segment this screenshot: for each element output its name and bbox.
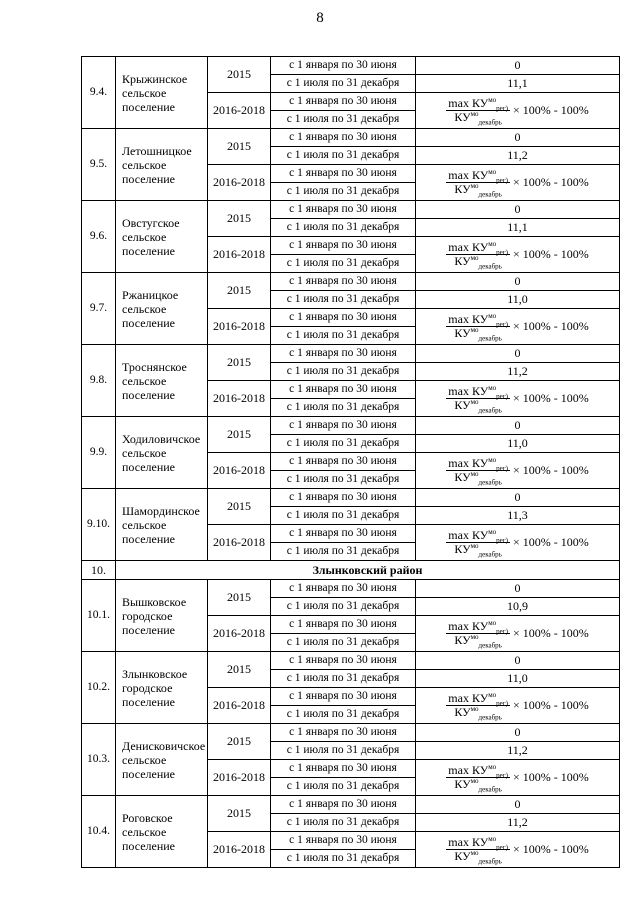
value-cell: 11,2 [416, 742, 620, 760]
period-cell: с 1 июля по 31 декабря [271, 147, 416, 165]
formula-tail: × 100% - 100% [512, 247, 589, 261]
formula-denominator [446, 326, 510, 343]
section-row [82, 561, 620, 580]
formula-den-sup: мо [470, 182, 479, 190]
year-cell: 2016-2018 [208, 381, 271, 417]
row-number: 9.7. [82, 273, 116, 345]
formula-num-sup: мо [488, 168, 497, 176]
year-cell: 2016-2018 [208, 309, 271, 345]
year-cell: 2015 [208, 129, 271, 165]
formula-den-sub: декабрь [478, 334, 502, 343]
value-cell: 0 [416, 724, 620, 742]
formula-num-sup: мо [488, 312, 497, 320]
formula-num-sub: рег) [496, 464, 508, 473]
period-cell: с 1 июля по 31 декабря [271, 219, 416, 237]
formula-den-sup: мо [470, 398, 479, 406]
formula-denominator [446, 849, 510, 866]
period-cell: с 1 июля по 31 декабря [271, 255, 416, 273]
settlement-name: Шамординское сельское поселение [116, 489, 208, 561]
formula-num-text: max КУ [448, 528, 489, 542]
formula-den-sub: декабрь [478, 857, 502, 866]
formula-cell [416, 165, 620, 201]
formula-denominator [446, 110, 510, 127]
formula-tail: × 100% - 100% [512, 535, 589, 549]
year-cell: 2015 [208, 652, 271, 688]
period-cell: с 1 января по 30 июня [271, 688, 416, 706]
formula-tail: × 100% - 100% [512, 842, 589, 856]
formula-den-sup: мо [470, 470, 479, 478]
year-cell: 2016-2018 [208, 165, 271, 201]
table-row [82, 129, 620, 147]
year-cell: 2015 [208, 57, 271, 93]
section-number: 10. [82, 561, 116, 580]
formula-fraction [446, 384, 510, 415]
value-cell: 11,2 [416, 814, 620, 832]
formula-den-text: КУ [454, 110, 471, 124]
formula-denominator [446, 470, 510, 487]
formula-num-text: max КУ [448, 763, 489, 777]
row-number: 9.10. [82, 489, 116, 561]
formula-den-text: КУ [454, 542, 471, 556]
period-cell: с 1 января по 30 июня [271, 489, 416, 507]
formula-den-sup: мо [470, 705, 479, 713]
value-cell: 0 [416, 129, 620, 147]
row-number: 10.2. [82, 652, 116, 724]
period-cell: с 1 июля по 31 декабря [271, 399, 416, 417]
formula-fraction [446, 835, 510, 866]
row-number: 10.3. [82, 724, 116, 796]
value-cell: 0 [416, 417, 620, 435]
period-cell: с 1 июля по 31 декабря [271, 183, 416, 201]
formula-num-sub: рег) [496, 771, 508, 780]
year-cell: 2016-2018 [208, 688, 271, 724]
period-cell: с 1 января по 30 июня [271, 345, 416, 363]
row-number: 9.5. [82, 129, 116, 201]
value-cell: 11,0 [416, 435, 620, 453]
formula-den-sub: декабрь [478, 785, 502, 794]
year-cell: 2015 [208, 273, 271, 309]
period-cell: с 1 января по 30 июня [271, 760, 416, 778]
formula-fraction [446, 691, 510, 722]
period-cell: с 1 января по 30 июня [271, 417, 416, 435]
year-cell: 2016-2018 [208, 237, 271, 273]
period-cell: с 1 июля по 31 декабря [271, 670, 416, 688]
settlement-name: Денисковичское сельское поселение [116, 724, 208, 796]
formula-denominator [446, 777, 510, 794]
row-number: 9.9. [82, 417, 116, 489]
period-cell: с 1 января по 30 июня [271, 273, 416, 291]
period-cell: с 1 июля по 31 декабря [271, 634, 416, 652]
formula-fraction [446, 168, 510, 199]
page-number: 8 [316, 10, 324, 26]
value-cell: 11,3 [416, 507, 620, 525]
settlement-name: Ржаницкое сельское поселение [116, 273, 208, 345]
period-cell: с 1 января по 30 июня [271, 381, 416, 399]
year-cell: 2015 [208, 345, 271, 381]
settlement-name: Вышковское городское поселение [116, 580, 208, 652]
formula-fraction [446, 96, 510, 127]
formula-cell [416, 309, 620, 345]
formula-num-sup: мо [488, 691, 497, 699]
value-cell: 0 [416, 345, 620, 363]
period-cell: с 1 января по 30 июня [271, 237, 416, 255]
formula-num-text: max КУ [448, 691, 489, 705]
period-cell: с 1 января по 30 июня [271, 724, 416, 742]
formula-denominator [446, 542, 510, 559]
period-cell: с 1 июля по 31 декабря [271, 111, 416, 129]
period-cell: с 1 января по 30 июня [271, 832, 416, 850]
tariff-table [81, 56, 620, 868]
formula-num-sub: рег) [496, 627, 508, 636]
row-number: 9.8. [82, 345, 116, 417]
period-cell: с 1 января по 30 июня [271, 525, 416, 543]
formula-den-text: КУ [454, 182, 471, 196]
formula-cell [416, 381, 620, 417]
formula-num-sup: мо [488, 528, 497, 536]
formula-num-sup: мо [488, 240, 497, 248]
formula-fraction [446, 763, 510, 794]
formula-den-sub: декабрь [478, 406, 502, 415]
formula-num-text: max КУ [448, 312, 489, 326]
row-number: 9.4. [82, 57, 116, 129]
formula-num-sup: мо [488, 619, 497, 627]
table-row [82, 417, 620, 435]
period-cell: с 1 июля по 31 декабря [271, 814, 416, 832]
year-cell: 2015 [208, 489, 271, 525]
value-cell: 0 [416, 652, 620, 670]
formula-num-sub: рег) [496, 392, 508, 401]
formula-fraction [446, 456, 510, 487]
year-cell: 2015 [208, 417, 271, 453]
formula-cell [416, 688, 620, 724]
formula-tail: × 100% - 100% [512, 463, 589, 477]
formula-den-sub: декабрь [478, 478, 502, 487]
settlement-name: Ходиловичское сельское поселение [116, 417, 208, 489]
period-cell: с 1 июля по 31 декабря [271, 778, 416, 796]
formula-den-sub: декабрь [478, 713, 502, 722]
formula-den-text: КУ [454, 470, 471, 484]
table-row [82, 273, 620, 291]
year-cell: 2015 [208, 580, 271, 616]
formula-num-text: max КУ [448, 835, 489, 849]
value-cell: 10,9 [416, 598, 620, 616]
table-row [82, 489, 620, 507]
formula-tail: × 100% - 100% [512, 319, 589, 333]
row-number: 10.4. [82, 796, 116, 868]
formula-den-sub: декабрь [478, 118, 502, 127]
period-cell: с 1 января по 30 июня [271, 580, 416, 598]
formula-cell [416, 93, 620, 129]
table-row [82, 580, 620, 598]
period-cell: с 1 января по 30 июня [271, 129, 416, 147]
value-cell: 0 [416, 489, 620, 507]
period-cell: с 1 июля по 31 декабря [271, 598, 416, 616]
formula-tail: × 100% - 100% [512, 391, 589, 405]
formula-den-text: КУ [454, 254, 471, 268]
period-cell: с 1 июля по 31 декабря [271, 291, 416, 309]
formula-den-text: КУ [454, 777, 471, 791]
formula-den-text: КУ [454, 633, 471, 647]
period-cell: с 1 января по 30 июня [271, 201, 416, 219]
year-cell: 2015 [208, 796, 271, 832]
formula-den-text: КУ [454, 398, 471, 412]
formula-tail: × 100% - 100% [512, 175, 589, 189]
period-cell: с 1 июля по 31 декабря [271, 507, 416, 525]
settlement-name: Летошницкое сельское поселение [116, 129, 208, 201]
year-cell: 2016-2018 [208, 760, 271, 796]
period-cell: с 1 июля по 31 декабря [271, 742, 416, 760]
formula-num-text: max КУ [448, 456, 489, 470]
formula-num-text: max КУ [448, 96, 489, 110]
formula-cell [416, 237, 620, 273]
formula-denominator [446, 705, 510, 722]
formula-num-sub: рег) [496, 248, 508, 257]
year-cell: 2015 [208, 201, 271, 237]
period-cell: с 1 января по 30 июня [271, 796, 416, 814]
formula-den-sup: мо [470, 542, 479, 550]
formula-den-sup: мо [470, 849, 479, 857]
period-cell: с 1 июля по 31 декабря [271, 706, 416, 724]
value-cell: 0 [416, 273, 620, 291]
value-cell: 0 [416, 796, 620, 814]
formula-num-text: max КУ [448, 168, 489, 182]
formula-den-sup: мо [470, 110, 479, 118]
settlement-name: Троснянское сельское поселение [116, 345, 208, 417]
period-cell: с 1 июля по 31 декабря [271, 75, 416, 93]
period-cell: с 1 июля по 31 декабря [271, 471, 416, 489]
formula-num-sub: рег) [496, 104, 508, 113]
formula-num-sub: рег) [496, 699, 508, 708]
period-cell: с 1 июля по 31 декабря [271, 543, 416, 561]
formula-denominator [446, 254, 510, 271]
period-cell: с 1 июля по 31 декабря [271, 850, 416, 868]
period-cell: с 1 июля по 31 декабря [271, 327, 416, 345]
formula-den-sup: мо [470, 254, 479, 262]
year-cell: 2016-2018 [208, 93, 271, 129]
formula-den-sup: мо [470, 326, 479, 334]
formula-cell [416, 832, 620, 868]
value-cell: 11,1 [416, 219, 620, 237]
formula-den-text: КУ [454, 705, 471, 719]
value-cell: 11,0 [416, 670, 620, 688]
formula-cell [416, 453, 620, 489]
formula-denominator [446, 182, 510, 199]
formula-tail: × 100% - 100% [512, 626, 589, 640]
formula-den-text: КУ [454, 326, 471, 340]
value-cell: 0 [416, 201, 620, 219]
section-title: Злынковский район [116, 561, 620, 580]
settlement-name: Злынковское городское поселение [116, 652, 208, 724]
formula-num-sup: мо [488, 456, 497, 464]
formula-den-sub: декабрь [478, 190, 502, 199]
table-row [82, 796, 620, 814]
formula-cell [416, 616, 620, 652]
formula-tail: × 100% - 100% [512, 770, 589, 784]
period-cell: с 1 января по 30 июня [271, 309, 416, 327]
year-cell: 2015 [208, 724, 271, 760]
row-number: 10.1. [82, 580, 116, 652]
formula-den-text: КУ [454, 849, 471, 863]
formula-num-sub: рег) [496, 843, 508, 852]
formula-fraction [446, 619, 510, 650]
year-cell: 2016-2018 [208, 616, 271, 652]
formula-cell [416, 525, 620, 561]
formula-num-text: max КУ [448, 619, 489, 633]
formula-num-sub: рег) [496, 536, 508, 545]
formula-num-text: max КУ [448, 384, 489, 398]
formula-cell [416, 760, 620, 796]
formula-fraction [446, 528, 510, 559]
formula-denominator [446, 633, 510, 650]
formula-den-sub: декабрь [478, 262, 502, 271]
table-row [82, 57, 620, 75]
formula-den-sup: мо [470, 777, 479, 785]
formula-fraction [446, 240, 510, 271]
formula-num-sup: мо [488, 96, 497, 104]
period-cell: с 1 января по 30 июня [271, 57, 416, 75]
value-cell: 0 [416, 580, 620, 598]
period-cell: с 1 января по 30 июня [271, 93, 416, 111]
formula-num-text: max КУ [448, 240, 489, 254]
formula-tail: × 100% - 100% [512, 698, 589, 712]
period-cell: с 1 января по 30 июня [271, 616, 416, 634]
formula-den-sup: мо [470, 633, 479, 641]
formula-num-sup: мо [488, 763, 497, 771]
formula-tail: × 100% - 100% [512, 103, 589, 117]
value-cell: 11,0 [416, 291, 620, 309]
settlement-name: Овстугское сельское поселение [116, 201, 208, 273]
value-cell: 11,1 [416, 75, 620, 93]
period-cell: с 1 января по 30 июня [271, 453, 416, 471]
formula-num-sup: мо [488, 384, 497, 392]
settlement-name: Роговское сельское поселение [116, 796, 208, 868]
formula-den-sub: декабрь [478, 550, 502, 559]
year-cell: 2016-2018 [208, 832, 271, 868]
formula-num-sub: рег) [496, 320, 508, 329]
settlement-name: Крыжинское сельское поселение [116, 57, 208, 129]
formula-num-sup: мо [488, 835, 497, 843]
table-row [82, 652, 620, 670]
formula-num-sub: рег) [496, 176, 508, 185]
period-cell: с 1 января по 30 июня [271, 652, 416, 670]
year-cell: 2016-2018 [208, 525, 271, 561]
formula-den-sub: декабрь [478, 641, 502, 650]
formula-fraction [446, 312, 510, 343]
table-row [82, 201, 620, 219]
value-cell: 0 [416, 57, 620, 75]
year-cell: 2016-2018 [208, 453, 271, 489]
period-cell: с 1 июля по 31 декабря [271, 363, 416, 381]
table-row [82, 345, 620, 363]
value-cell: 11,2 [416, 147, 620, 165]
value-cell: 11,2 [416, 363, 620, 381]
formula-denominator [446, 398, 510, 415]
period-cell: с 1 июля по 31 декабря [271, 435, 416, 453]
row-number: 9.6. [82, 201, 116, 273]
table-row [82, 724, 620, 742]
period-cell: с 1 января по 30 июня [271, 165, 416, 183]
